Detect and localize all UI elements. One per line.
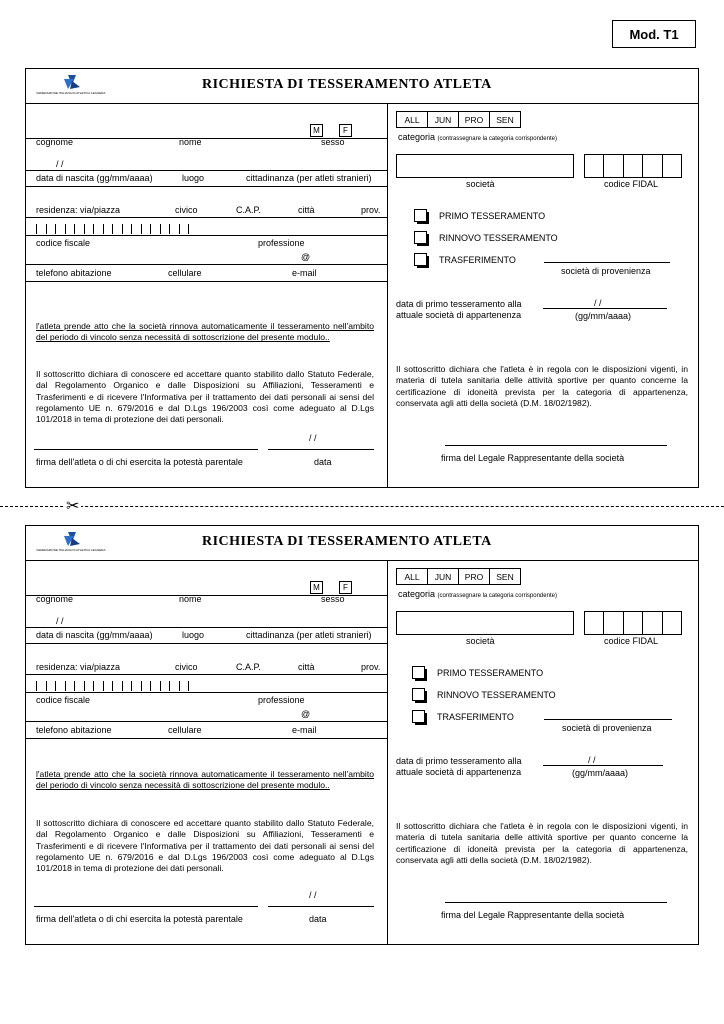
category-pro[interactable]: PRO	[459, 569, 490, 584]
category-boxes	[396, 568, 521, 585]
first-reg-date-label-2: attuale società di appartenenza	[396, 767, 522, 777]
club-label: società	[466, 179, 495, 189]
fidal-logo-icon	[36, 73, 106, 99]
fidal-code-label: codice FIDAL	[604, 179, 659, 189]
category-sen[interactable]: SEN	[496, 114, 514, 125]
first-reg-date-label-2: attuale società di appartenenza	[396, 310, 522, 320]
birth-date-label: data di nascita (gg/mm/aaaa)	[36, 173, 153, 183]
fidal-code-label: codice FIDAL	[604, 636, 659, 646]
first-registration-label: PRIMO TESSERAMENTO	[439, 211, 546, 221]
city-label: città	[298, 205, 315, 215]
category-jun[interactable]: JUN	[428, 569, 459, 584]
date-label: data	[314, 457, 332, 467]
date-format-label: (gg/mm/aaaa)	[575, 311, 632, 321]
first-reg-date-label-1: data di primo tesseramento alla	[396, 299, 522, 309]
athlete-signature-label: firma dell'atleta o di chi esercita la potestà parentale	[36, 914, 243, 924]
medical-declaration: Il sottoscritto dichiara che l'atleta è in regola con le disposizioni vigenti, in materia di tutela sanitaria delle attività sportive per quanto concerne la certificazione di idoneità prevista per la categoria di appartenenza, conservata agli atti della società (D.M. 18/02/1982).	[396, 821, 688, 865]
birth-date-slashes: / /	[56, 616, 64, 626]
first-reg-date-slashes: / /	[588, 755, 596, 765]
tax-code-cells[interactable]	[36, 224, 198, 234]
mobile-label: cellulare	[168, 268, 202, 278]
name-label: nome	[179, 137, 202, 147]
club-field[interactable]	[396, 154, 574, 178]
at-sign: @	[301, 252, 311, 262]
sex-m-box[interactable]: M	[310, 581, 323, 594]
first-reg-date-label-1: data di primo tesseramento alla	[396, 756, 522, 766]
athlete-declaration: Il sottoscritto dichiara di conoscere ed accettare quanto stabilito dallo Statuto Federale, dal Regolamento Organico e dalle Disposizioni su Affiliazioni, Tesseramenti e Trasferimenti e di ricevere l'Informativa per il trattamento dei dati personali ai sensi del regolamento UE n. 679/2016 e dal D.Lgs 196/2003 così come adeguato al D.Lgs 101/2018 in tema di protezione dei dati personali.	[36, 818, 374, 874]
tax-code-cells[interactable]	[36, 681, 198, 691]
first-reg-date-slashes: / /	[594, 298, 602, 308]
residence-label: residenza: via/piazza	[36, 205, 121, 215]
logo-text: FEDERAZIONE ITALIANA DI ATLETICA LEGGERA	[36, 91, 106, 95]
transfer-checkbox[interactable]	[412, 710, 428, 726]
transfer-label: TRASFERIMENTO	[437, 712, 514, 722]
logo-text: FEDERAZIONE ITALIANA DI ATLETICA LEGGERA	[36, 548, 106, 552]
email-label: e-mail	[292, 268, 317, 278]
citizenship-label: cittadinanza (per atleti stranieri)	[246, 173, 372, 183]
place-label: luogo	[182, 173, 205, 183]
category-sen[interactable]: SEN	[496, 571, 514, 582]
category-label: categoria (contrassegnare la categoria corrispondente)	[398, 132, 557, 142]
signature-date-slashes: / /	[309, 890, 317, 900]
category-all[interactable]: ALL	[397, 569, 428, 584]
model-label: Mod. T1	[612, 20, 696, 48]
name-label: nome	[179, 594, 202, 604]
fidal-logo-icon	[36, 530, 106, 556]
cut-line	[0, 506, 724, 507]
previous-club-label: società di provenienza	[561, 266, 651, 276]
citizenship-label: cittadinanza (per atleti stranieri)	[246, 630, 372, 640]
form-title: RICHIESTA DI TESSERAMENTO ATLETA	[202, 77, 492, 92]
postal-code-label: C.A.P.	[236, 662, 261, 672]
mobile-label: cellulare	[168, 725, 202, 735]
street-number-label: civico	[175, 205, 198, 215]
renewal-checkbox[interactable]	[414, 231, 430, 247]
athlete-signature-label: firma dell'atleta o di chi esercita la potestà parentale	[36, 457, 243, 467]
residence-label: residenza: via/piazza	[36, 662, 121, 672]
first-registration-checkbox[interactable]	[414, 209, 430, 225]
at-sign: @	[301, 709, 311, 719]
category-pro[interactable]: PRO	[459, 112, 490, 127]
tax-code-label: codice fiscale	[36, 695, 91, 705]
profession-label: professione	[258, 695, 305, 705]
sex-m-box[interactable]: M	[310, 124, 323, 137]
transfer-checkbox[interactable]	[414, 253, 430, 269]
profession-label: professione	[258, 238, 305, 248]
signature-date-slashes: / /	[309, 433, 317, 443]
date-format-label: (gg/mm/aaaa)	[572, 768, 629, 778]
province-label: prov.	[361, 662, 381, 672]
email-label: e-mail	[292, 725, 317, 735]
first-registration-label: PRIMO TESSERAMENTO	[437, 668, 544, 678]
scissors-icon: ✂	[66, 498, 80, 515]
renewal-label: RINNOVO TESSERAMENTO	[439, 233, 558, 243]
club-field[interactable]	[396, 611, 574, 635]
birth-date-slashes: / /	[56, 159, 64, 169]
first-registration-checkbox[interactable]	[412, 666, 428, 682]
surname-label: cognome	[36, 137, 74, 147]
place-label: luogo	[182, 630, 205, 640]
sex-f-box[interactable]: F	[339, 581, 352, 594]
home-phone-label: telefono abitazione	[36, 268, 112, 278]
previous-club-label: società di provenienza	[562, 723, 652, 733]
surname-label: cognome	[36, 594, 74, 604]
category-label: categoria (contrassegnare la categoria corrispondente)	[398, 589, 557, 599]
tax-code-label: codice fiscale	[36, 238, 91, 248]
transfer-label: TRASFERIMENTO	[439, 255, 516, 265]
fidal-code-field[interactable]	[584, 611, 682, 635]
date-label: data	[309, 914, 327, 924]
athlete-declaration: Il sottoscritto dichiara di conoscere ed accettare quanto stabilito dallo Statuto Federale, dal Regolamento Organico e dalle Disposizioni su Affiliazioni, Tesseramenti e Trasferimenti e di ricevere l'Informativa per il trattamento dei dati personali ai sensi del regolamento UE n. 679/2016 e dal D.Lgs 196/2003 così come adeguato al D.Lgs 101/2018 in tema di protezione dei dati personali.	[36, 369, 374, 425]
club-label: società	[466, 636, 495, 646]
legal-rep-signature-label: firma del Legale Rappresentante della società	[441, 453, 625, 463]
form-title: RICHIESTA DI TESSERAMENTO ATLETA	[202, 534, 492, 549]
province-label: prov.	[361, 205, 381, 215]
medical-declaration: Il sottoscritto dichiara che l'atleta è in regola con le disposizioni vigenti, in materia di tutela sanitaria delle attività sportive per quanto concerne la certificazione di idoneità prevista per la categoria di appartenenza, conservata agli atti della società (D.M. 18/02/1982).	[396, 364, 688, 408]
city-label: città	[298, 662, 315, 672]
postal-code-label: C.A.P.	[236, 205, 261, 215]
renewal-checkbox[interactable]	[412, 688, 428, 704]
form-copy-1	[25, 68, 699, 488]
form-header	[26, 69, 698, 104]
category-jun[interactable]: JUN	[428, 112, 459, 127]
sex-label: sesso	[321, 137, 345, 147]
legal-rep-signature-label: firma del Legale Rappresentante della società	[441, 910, 625, 920]
renewal-notice: l'atleta prende atto che la società rinnova automaticamente il tesseramento nell'ambito del periodo di vincolo senza necessità di sottoscrizione del presente modulo..	[36, 321, 374, 343]
renewal-notice: l'atleta prende atto che la società rinnova automaticamente il tesseramento nell'ambito del periodo di vincolo senza necessità di sottoscrizione del presente modulo..	[36, 769, 374, 791]
category-all[interactable]: ALL	[397, 112, 428, 127]
sex-label: sesso	[321, 594, 345, 604]
form-header	[26, 526, 698, 561]
category-boxes	[396, 111, 521, 128]
renewal-label: RINNOVO TESSERAMENTO	[437, 690, 556, 700]
form-copy-2	[25, 525, 699, 945]
home-phone-label: telefono abitazione	[36, 725, 112, 735]
sex-f-box[interactable]: F	[339, 124, 352, 137]
fidal-code-field[interactable]	[584, 154, 682, 178]
birth-date-label: data di nascita (gg/mm/aaaa)	[36, 630, 153, 640]
street-number-label: civico	[175, 662, 198, 672]
